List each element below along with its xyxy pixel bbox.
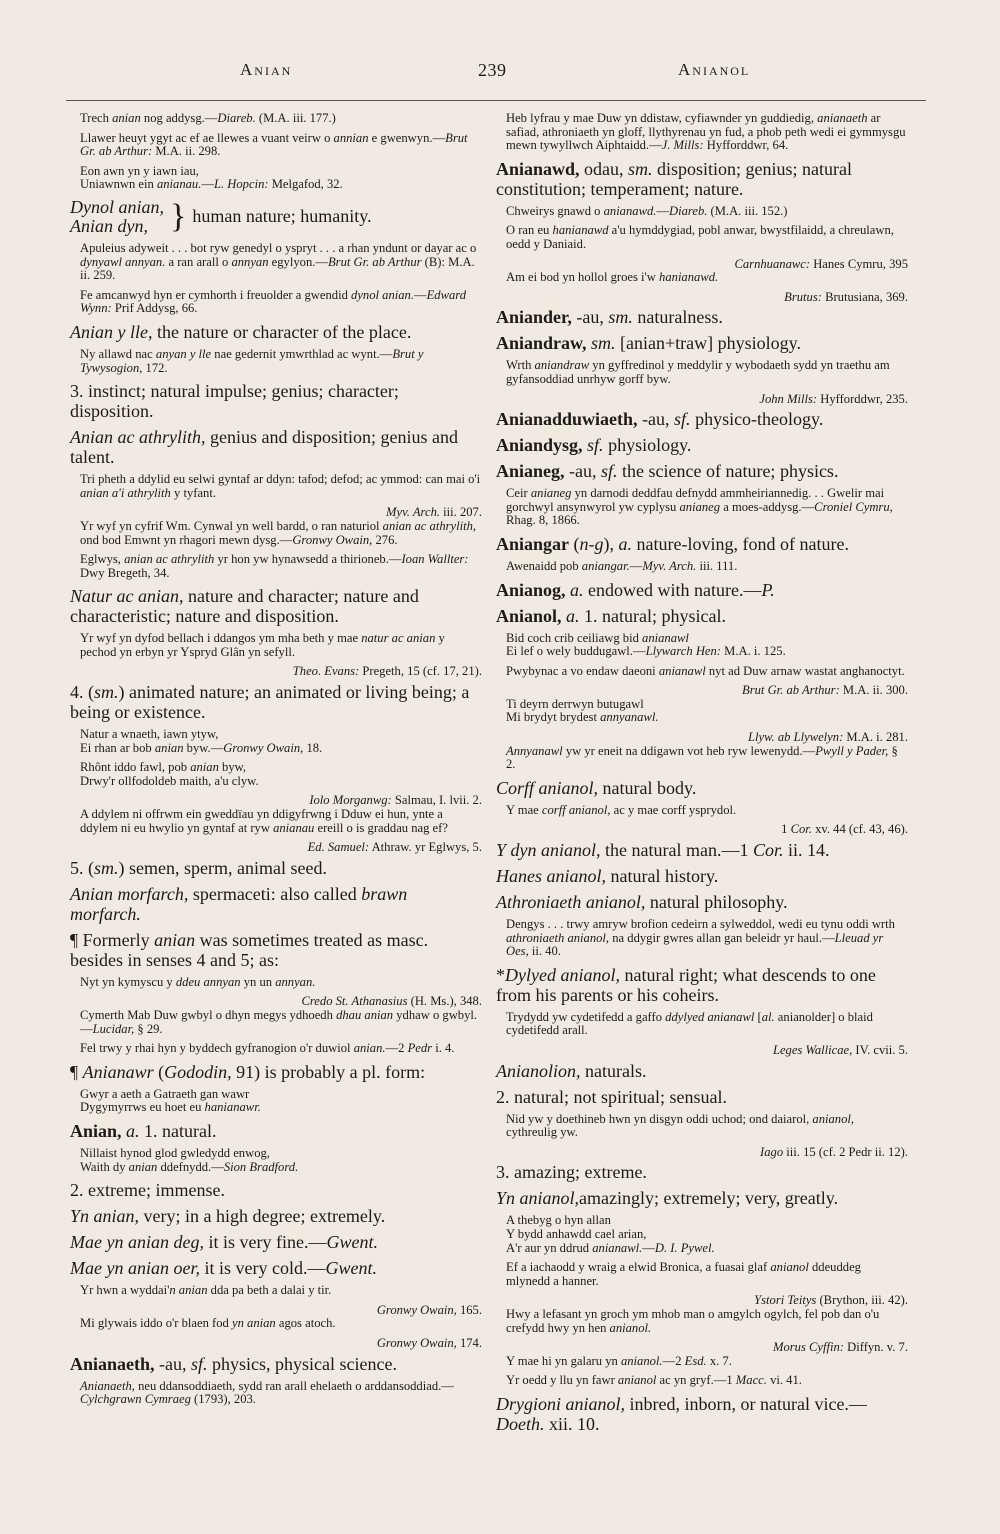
quotation: Awenaidd pob aniangar.—Myv. Arch. iii. 111. (506, 558, 738, 573)
citation-source: John Mills: Hyfforddwr, 235. (759, 391, 908, 406)
quotation: Fe amcanwyd hyn er cymhorth i freuolder a gwendid dynol anian.—Edward Wynn: Prif Addysg, 66. (80, 287, 467, 316)
brace-term: Dynol anian, (70, 196, 164, 217)
definition-entry: 3. instinct; natural impulse; genius; character; disposition. (70, 381, 399, 422)
page-number: 239 (478, 60, 507, 80)
header-rule (66, 100, 926, 101)
definition-entry: Mae yn anian oer, it is very cold.—Gwent. (70, 1258, 377, 1279)
quotation: Trech anian nog addysg.—Diareb. (M.A. iii. 177.) (80, 111, 336, 125)
right-column (496, 112, 908, 1440)
citation-source: Morus Cyffin: Diffyn. v. 7. (772, 1340, 908, 1355)
definition-entry: Anianog, a. endowed with nature.—P. (496, 579, 775, 600)
citation-source: Credo St. Athanasius (H. Ms.), 348. (301, 994, 482, 1009)
definition-entry: Anianol, a. 1. natural; physical. (496, 605, 726, 626)
definition-entry: 2. natural; not spiritual; sensual. (496, 1086, 727, 1107)
brace-terms (70, 198, 164, 236)
citation-source: Iolo Morganwg: Salmau, I. lvii. 2. (309, 793, 482, 808)
quotation: Natur a wnaeth, iawn ytyw, Ei rhan ar bob anian byw.—Gronwy Owain, 18. (80, 727, 323, 755)
quotation: Mi glywais iddo o'r blaen fod yn anian agos atoch. (80, 1316, 336, 1331)
quotation: Nillaist hynod glod gwledydd enwog, Waith dy anian ddefnydd.—Sion Bradford. (80, 1145, 299, 1174)
definition-entry: Drygioni anianol, inbred, inborn, or natural vice.—Doeth. xii. 10. (496, 1393, 867, 1434)
definition-entry: Anian ac athrylith, genius and disposition; genius and talent. (70, 427, 458, 468)
citation-source: 1 Cor. xv. 44 (cf. 43, 46). (781, 822, 908, 837)
quotation: Llawer heuyt ygyt ac ef ae llewes a vuant veirw o annian e gwenwyn.—Brut Gr. ab Arthur: M.A. ii. 298. (80, 130, 468, 159)
definition-entry: ¶ Formerly anian was sometimes treated as masc. besides in senses 4 and 5; as: (70, 929, 429, 970)
citation-source: Ed. Samuel: Athraw. yr Eglwys, 5. (307, 840, 482, 855)
definition-entry: Anianadduwiaeth, -au, sf. physico-theology. (496, 409, 824, 430)
quotation: Nyt yn kymyscu y ddeu annyan yn un annyan. (80, 974, 316, 989)
brace-glyph: } (170, 197, 187, 235)
quotation: Anianaeth, neu ddansoddiaeth, sydd ran arall ehelaeth o arddansoddiad.—Cylchgrawn Cymraeg (1793), 203. (80, 1378, 454, 1407)
running-head-left: Anian (240, 60, 293, 79)
definition-entry: Anianeg, -au, sf. the science of nature; physics. (496, 461, 839, 482)
quotation: Ny allawd nac anyan y lle nae gedernit ymwrthlad ac wynt.—Brut y Tywysogion, 172. (80, 346, 424, 375)
definition-entry: Natur ac anian, nature and character; nature and characteristic; nature and disposition. (70, 586, 419, 627)
citation-source: Iago iii. 15 (cf. 2 Pedr ii. 12). (760, 1144, 908, 1159)
citation-source: Llyw. ab Llywelyn: M.A. i. 281. (748, 730, 908, 745)
brace-gloss: human nature; humanity. (192, 206, 372, 227)
definition-entry: 2. extreme; immense. (70, 1180, 225, 1201)
quotation: A ddylem ni offrwm ein gweddïau yn ddigyfrwng i Dduw ei hun, ynte a ddylem ni eu hwylio yn gyntaf at ryw anianau ereill o is graddau nag ef? (80, 807, 448, 835)
brace-definition (70, 198, 482, 236)
citation-source: Gronwy Owain, 165. (376, 1302, 482, 1317)
quotation: Ef a iachaodd y wraig a elwid Bronica, a fuasai glaf anianol ddeuddeg mlynedd a hanner. (506, 1260, 861, 1288)
citation-source: Leges Wallicae, IV. cvii. 5. (772, 1043, 908, 1057)
quotation: Rhônt iddo fawl, pob anian byw, Drwy'r ollfodoldeb maith, a'u clyw. (80, 760, 259, 788)
quotation: Heb lyfrau y mae Duw yn ddistaw, cyfiawnder yn guddiedig, anianaeth ar safiad, athroniaeth yn gloff, llythyrenau yn fud, a phob peth wedi ei gymmysgu mewn tywyllwch Aiphtaidd.—J. Mills: Hyfforddwr, 64. (506, 111, 906, 153)
quotation: Y mae hi yn galaru yn anianol.—2 Esd. x. 7. (506, 1353, 732, 1368)
quotation: Yr hwn a wyddai'n anian dda pa beth a dalai y tir. (80, 1283, 332, 1298)
citation-source: Carnhuanawc: Hanes Cymru, 395 (734, 256, 908, 271)
definition-entry: Yn anianol,amazingly; extremely; very, greatly. (496, 1188, 839, 1209)
quotation: Trydydd yw cydetifedd a gaffo ddylyed anianawl [al. anianolder] o blaid cydetifedd arall. (506, 1009, 873, 1038)
quotation: Nid yw y doethineb hwn yn disgyn oddi uchod; ond daiarol, anianol, cythreulig yw. (506, 1111, 855, 1140)
brace-term: Anian dyn, (70, 215, 148, 236)
quotation: Tri pheth a ddylid eu selwi gyntaf ar ddyn: tafod; defod; ac ymmod: can mai o'i anian a'i athrylith y tyfant. (80, 472, 481, 500)
quotation: Chweirys gnawd o anianawd.—Diareb. (M.A. iii. 152.) (506, 203, 788, 218)
quotation: Eglwys, anian ac athrylith yr hon yw hynawsedd a thirioneb.—Ioan Wallter: Dwy Bregeth, 34. (80, 552, 469, 580)
running-head-right: Anianol (678, 60, 751, 79)
definition-entry: 5. (sm.) semen, sperm, animal seed. (70, 857, 327, 878)
quotation: Fel trwy y rhai hyn y byddech gyfranogion o'r duwiol anian.—2 Pedr i. 4. (80, 1041, 455, 1056)
left-column (70, 112, 482, 1413)
citation-source: Myv. Arch. iii. 207. (386, 505, 482, 520)
quotation: Wrth aniandraw yn gyffredinol y meddylir y wybodaeth sydd yn traethu am gyfansoddiad unrhyw gorff byw. (506, 358, 890, 386)
definition-entry: Aniandysg, sf. physiology. (496, 435, 692, 456)
quotation: Annyanawl yw yr eneit na ddigawn vot heb ryw lewenydd.—Pwyll y Pader, § 2. (506, 743, 898, 772)
quotation: Pwybynac a vo endaw daeoni anianawl nyt ad Duw arnaw wastat anghanoctyt. (506, 663, 905, 678)
definition-entry: ¶ Anianawr (Gododin, 91) is probably a pl. form: (70, 1061, 426, 1082)
definition-entry: Anian morfarch, spermaceti: also called brawn morfarch. (70, 883, 408, 924)
definition-entry: Corff anianol, natural body. (496, 777, 697, 798)
citation-source: Brutus: Brutusiana, 369. (784, 289, 908, 304)
definition-entry: Anianaeth, -au, sf. physics, physical science. (70, 1353, 397, 1374)
definition-entry: 3. amazing; extreme. (496, 1162, 647, 1183)
quotation: Gwyr a aeth a Gatraeth gan wawr Dygymyrrws eu hoet eu hanianawr. (80, 1086, 261, 1115)
quotation: Ti deyrn derrwyn butugawl Mi brydyt brydest annyanawl. (506, 696, 659, 725)
quotation: Hwy a lefasant yn groch ym mhob man o amgylch ogylch, fel pob dan o'u crefydd hwy yn hen anianol. (506, 1306, 880, 1335)
quotation: Am ei bod yn hollol groes i'w hanianawd. (506, 270, 719, 285)
definition-entry: 4. (sm.) animated nature; an animated or living being; a being or existence. (70, 682, 470, 723)
definition-entry: Y dyn anianol, the natural man.—1 Cor. ii. 14. (496, 840, 830, 861)
definition-entry: Anian y lle, the nature or character of the place. (70, 321, 412, 342)
quotation: Yr wyf yn cyfrif Wm. Cynwal yn well bardd, o ran naturiol anian ac athrylith, ond bod Emwnt yn rhagori mewn dysg.—Gronwy Owain, 276. (80, 518, 477, 547)
quotation: O ran eu hanianawd a'u hymddygiad, pobl anwar, bwystfilaidd, a chreulawn, oedd y Daniaid. (506, 223, 894, 251)
quotation: Cymerth Mab Duw gwbyl o dhyn megys ydhoedh dhau anian ydhaw o gwbyl.—Lucidar, § 29. (80, 1008, 478, 1036)
quotation: Apuleius adyweit . . . bot ryw genedyl o yspryt . . . a rhan yndunt or dayar ac o dynyawl annyan. a ran arall o annyan egylyon.—Brut Gr. ab Arthur (B): M.A. ii. 259. (80, 240, 477, 283)
definition-entry: Mae yn anian deg, it is very fine.—Gwent. (70, 1232, 378, 1253)
definition-entry: Anian, a. 1. natural. (70, 1120, 217, 1141)
definition-entry: Anianawd, odau, sm. disposition; genius; natural constitution; temperament; nature. (496, 158, 853, 199)
definition-entry: Athroniaeth anianol, natural philosophy. (496, 892, 788, 913)
quotation: A thebyg o hyn allan Y bydd anhawdd cael arian, A'r aur yn ddrud anianawl.—D. I. Pywel. (506, 1213, 715, 1255)
definition-entry: Aniangar (n-g), a. nature-loving, fond of nature. (496, 533, 849, 554)
quotation: Eon awn yn y iawn iau, Uniawnwn ein anianau.—L. Hopcin: Melgafod, 32. (80, 163, 343, 192)
quotation: Dengys . . . trwy amryw brofion cedeirn a sylweddol, wedi eu tynu oddi wrth athroniaeth anianol, na ddygir gwres allan gan beleidr yr haul.—Lleuad yr Oes, ii. 40. (506, 917, 895, 959)
quotation: Y mae corff anianol, ac y mae corff ysprydol. (506, 802, 737, 817)
quotation: Ceir anianeg yn darnodi deddfau defnydd ammheiriannedig. . . Gwelir mai gorchwyl ansynwyrol yw cyplysu anianeg a moes-addysg.—Croniel Cymru, Rhag. 8, 1866. (506, 486, 893, 528)
citation-source: Brut Gr. ab Arthur: M.A. ii. 300. (742, 683, 908, 698)
quotation: Yr wyf yn dyfod bellach i ddangos ym mha beth y mae natur ac anian y pechod yn erbyn yr Yspryd Glân yn sefyll. (80, 631, 445, 659)
definition-entry: *Dylyed anianol, natural right; what descends to one from his parents or his coheirs. (496, 964, 876, 1005)
definition-entry: Hanes anianol, natural history. (496, 866, 719, 887)
definition-entry: Yn anian, very; in a high degree; extremely. (70, 1206, 386, 1227)
citation-source: Ystori Teitys (Brython, iii. 42). (754, 1293, 908, 1308)
citation-source: Theo. Evans: Pregeth, 15 (cf. 17, 21). (292, 664, 482, 679)
definition-entry: Anianolion, naturals. (496, 1060, 647, 1081)
definition-entry: Aniander, -au, sm. naturalness. (496, 307, 723, 328)
quotation: Yr oedd y llu yn fawr anianol ac yn gryf.—1 Macc. vi. 41. (506, 1373, 802, 1388)
citation-source: Gronwy Owain, 174. (376, 1335, 482, 1350)
definition-entry: Aniandraw, sm. [anian+traw] physiology. (496, 333, 801, 354)
quotation: Bid coch crib ceiliawg bid anianawl Ei lef o wely buddugawl.—Llywarch Hen: M.A. i. 125. (506, 630, 786, 659)
